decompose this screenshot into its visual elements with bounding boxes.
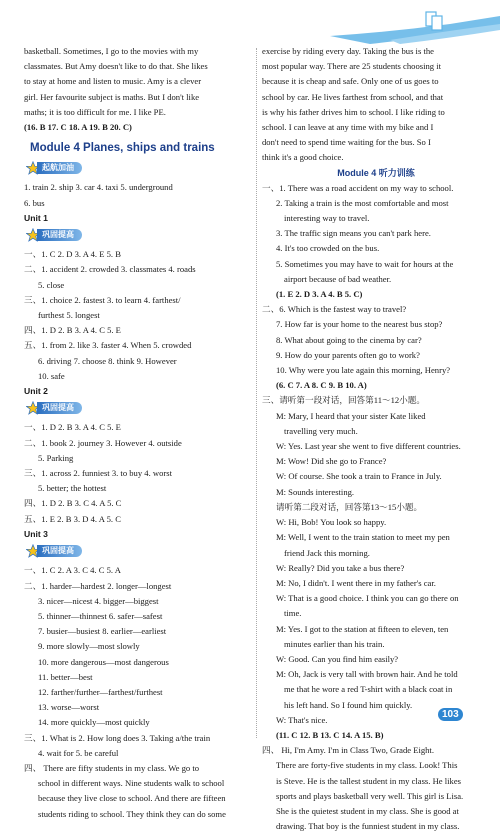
text-line: 9. more slowly—most slowly: [38, 641, 140, 652]
listening-title: Module 4 听力训练: [337, 167, 415, 178]
text-line: school by car. He lives farthest from school, and that: [262, 91, 444, 102]
text-line: W: Good. Can you find him easily?: [276, 653, 399, 664]
text-line: 7. busier—busiest 8. earlier—earliest: [38, 626, 167, 637]
text-line: time.: [284, 608, 302, 619]
text-line: travelling very much.: [284, 425, 358, 436]
unit-heading: Unit 2: [24, 386, 48, 397]
text-line: 14. more quickly—most quickly: [38, 717, 150, 728]
text-line: 3. The traffic sign means you can't park here.: [276, 228, 431, 239]
text-line: friend Jack this morning.: [284, 547, 370, 558]
text-line: 8. What about going to the cinema by car?: [276, 334, 422, 345]
left-column: [24, 44, 254, 822]
text-line: is why his father drives him to school. I like riding to: [262, 106, 445, 117]
badge-label: 巩固提高: [37, 545, 82, 557]
text-line: don't need to spend time waiting for the bus. So I: [262, 137, 431, 148]
text-line: 10. more dangerous—most dangerous: [38, 656, 169, 667]
text-line: girl. Her favourite subject is maths. But I don't like: [24, 91, 200, 102]
text-line: M: Yes. I got to the station at fifteen to eleven, ten: [276, 623, 449, 634]
text-line: airport because of bad weather.: [284, 273, 392, 284]
answer-key: (1. E 2. D 3. A 4. B 5. C): [276, 289, 363, 300]
text-line: She is the quietest student in my class. She is good at: [276, 805, 459, 816]
text-line: M: No, I didn't. I went there in my father's car.: [276, 577, 436, 588]
text-line: 四、 Hi, I'm Amy. I'm in Class Two, Grade Eight.: [262, 745, 434, 756]
text-line: 5. better; the hottest: [38, 483, 107, 494]
text-line: furthest 5. longest: [38, 310, 100, 321]
text-line: M: Mary, I heard that your sister Kate liked: [276, 410, 426, 421]
text-line: 三、1. choice 2. fastest 3. to learn 4. farthest/: [24, 294, 181, 305]
text-line: 2. Taking a train is the most comfortable and most: [276, 197, 449, 208]
badge-label: 巩固提高: [37, 229, 82, 241]
text-line: 4. It's too crowded on the bus.: [276, 243, 380, 254]
text-line: 一、1. There was a road accident on my way to school.: [262, 182, 454, 193]
text-line: 5. close: [38, 279, 65, 290]
text-line: M: Sounds interesting.: [276, 486, 355, 497]
unit-heading: Unit 3: [24, 528, 48, 539]
text-line: 4. wait for 5. be careful: [38, 747, 119, 758]
text-line: me that he wore a red T-shirt with a black coat in: [284, 684, 453, 695]
text-line: W: Really? Did you take a bus there?: [276, 562, 405, 573]
text-line: 1. train 2. ship 3. car 4. taxi 5. underground: [24, 182, 173, 193]
text-line: 12. farther/further—farthest/furthest: [38, 686, 163, 697]
text-line: M: Well, I went to the train station to meet my pen: [276, 532, 450, 543]
badge-label: 起航加油: [37, 162, 82, 174]
answer-key: (6. C 7. A 8. C 9. B 10. A): [276, 380, 367, 391]
badge-label: 巩固提高: [37, 402, 82, 414]
text-line: 四、 There are fifty students in my class. We go to: [24, 762, 200, 773]
text-line: 二、1. harder—hardest 2. longer—longest: [24, 580, 172, 591]
text-line: 三、1. across 2. funniest 3. to buy 4. worst: [24, 468, 172, 479]
text-line: 3. nicer—nicest 4. bigger—biggest: [38, 595, 159, 606]
text-line: 二、1. book 2. journey 3. However 4. outside: [24, 437, 182, 448]
text-line: 5. Parking: [38, 452, 74, 463]
text-line: 二、1. accident 2. crowded 3. classmates 4. roads: [24, 264, 196, 275]
text-line: There are forty-five students in my class. Look! This: [276, 760, 458, 771]
text-line: students riding to school. They think they can do some: [38, 808, 226, 819]
text-line: 13. worse—worst: [38, 702, 100, 713]
text-line: 三、1. What is 2. How long does 3. Taking a/the train: [24, 732, 211, 743]
text-line: school. I can leave at any time with my bike and I: [262, 122, 434, 133]
text-line: W: That's nice.: [276, 714, 328, 725]
text-line: 11. better—best: [38, 671, 93, 682]
essay-passage: [24, 761, 254, 822]
text-line: 请听第二段对话，回答第13～15小题。: [276, 501, 423, 512]
section-badge: [26, 401, 82, 415]
section-badge: [26, 228, 82, 242]
text-line: 5. Sometimes you may have to wait for hours at the: [276, 258, 454, 269]
text-line: W: Yes. Last year she went to five different countries.: [276, 441, 461, 452]
text-line: think it's a good choice.: [262, 152, 344, 163]
page-number: 103: [438, 708, 463, 721]
module-title: Module 4 Planes, ships and trains: [30, 142, 215, 155]
unit-heading: Unit 1: [24, 212, 48, 223]
text-line: 9. How do your parents often go to work?: [276, 349, 420, 360]
text-line: exercise by riding every day. Taking the bus is the: [262, 46, 434, 56]
text-line: classmates. But Amy doesn't like to do that. She likes: [24, 61, 208, 72]
text-line: M: Wow! Did she go to France?: [276, 456, 387, 467]
text-line: 四、1. D 2. B 3. C 4. A 5. C: [24, 498, 122, 509]
header-decoration-icon: [330, 6, 500, 46]
essay-passage: [262, 743, 490, 834]
text-line: his left hand. So I found him quickly.: [284, 699, 413, 710]
text-line: 5. thinner—thinnest 6. safer—safest: [38, 610, 163, 621]
text-line: 10. Why were you late again this morning, Henry?: [276, 365, 451, 376]
text-line: maths; it is too difficult for me. I like PE.: [24, 106, 166, 117]
text-line: most popular way. There are 25 students choosing it: [262, 61, 441, 72]
text-line: W: Of course. She took a train to France in July.: [276, 471, 442, 482]
text-line: is Steve. He is the tallest student in my class. He likes: [276, 775, 461, 786]
text-line: 一、1. C 2. D 3. A 4. E 5. B: [24, 249, 121, 260]
text-line: basketball. Sometimes, I go to the movies with my: [24, 46, 199, 56]
text-line: 7. How far is your home to the nearest bus stop?: [276, 319, 443, 330]
text-line: school in different ways. Nine students walk to school: [38, 778, 225, 789]
text-line: W: Hi, Bob! You look so happy.: [276, 517, 387, 528]
text-line: W: That is a good choice. I think you can go there on: [276, 593, 459, 604]
text-line: because they live close to school. And there are fifteen: [38, 793, 226, 804]
text-line: 二、6. Which is the fastest way to travel?: [262, 304, 407, 315]
section-badge: [26, 161, 82, 175]
answer-key: (16. B 17. C 18. A 19. B 20. C): [24, 122, 132, 133]
text-line: 五、1. from 2. like 3. faster 4. When 5. crowded: [24, 340, 192, 351]
essay-continuation: [262, 44, 490, 166]
text-line: drawing. That boy is the funniest student in my class.: [276, 821, 460, 832]
column-divider: [256, 48, 257, 738]
text-line: to stay at home and listen to music. Amy is a clever: [24, 76, 202, 87]
text-line: 三、请听第一段对话，回答第11～12小题。: [262, 395, 425, 406]
section-badge: [26, 544, 82, 558]
text-line: 五、1. E 2. B 3. D 4. A 5. C: [24, 513, 121, 524]
text-line: 四、1. D 2. B 3. A 4. C 5. E: [24, 325, 121, 336]
text-line: minutes earlier than his train.: [284, 638, 385, 649]
text-line: 一、1. D 2. B 3. A 4. C 5. E: [24, 422, 121, 433]
text-line: 10. safe: [38, 370, 65, 381]
intro-passage: [24, 44, 254, 135]
text-line: 6. bus: [24, 197, 45, 208]
text-line: 一、1. C 2. A 3. C 4. C 5. A: [24, 565, 121, 576]
text-line: 6. driving 7. choose 8. think 9. However: [38, 355, 177, 366]
text-line: sports and plays basketball very well. This girl is Lisa.: [276, 790, 464, 801]
text-line: M: Oh, Jack is very tall with brown hair. And he told: [276, 669, 458, 680]
listening-section: [262, 181, 490, 744]
text-line: interesting way to travel.: [284, 213, 370, 224]
answer-key: (11. C 12. B 13. C 14. A 15. B): [276, 729, 384, 740]
text-line: because it is cheap and safe. Only one of us goes to: [262, 76, 439, 87]
